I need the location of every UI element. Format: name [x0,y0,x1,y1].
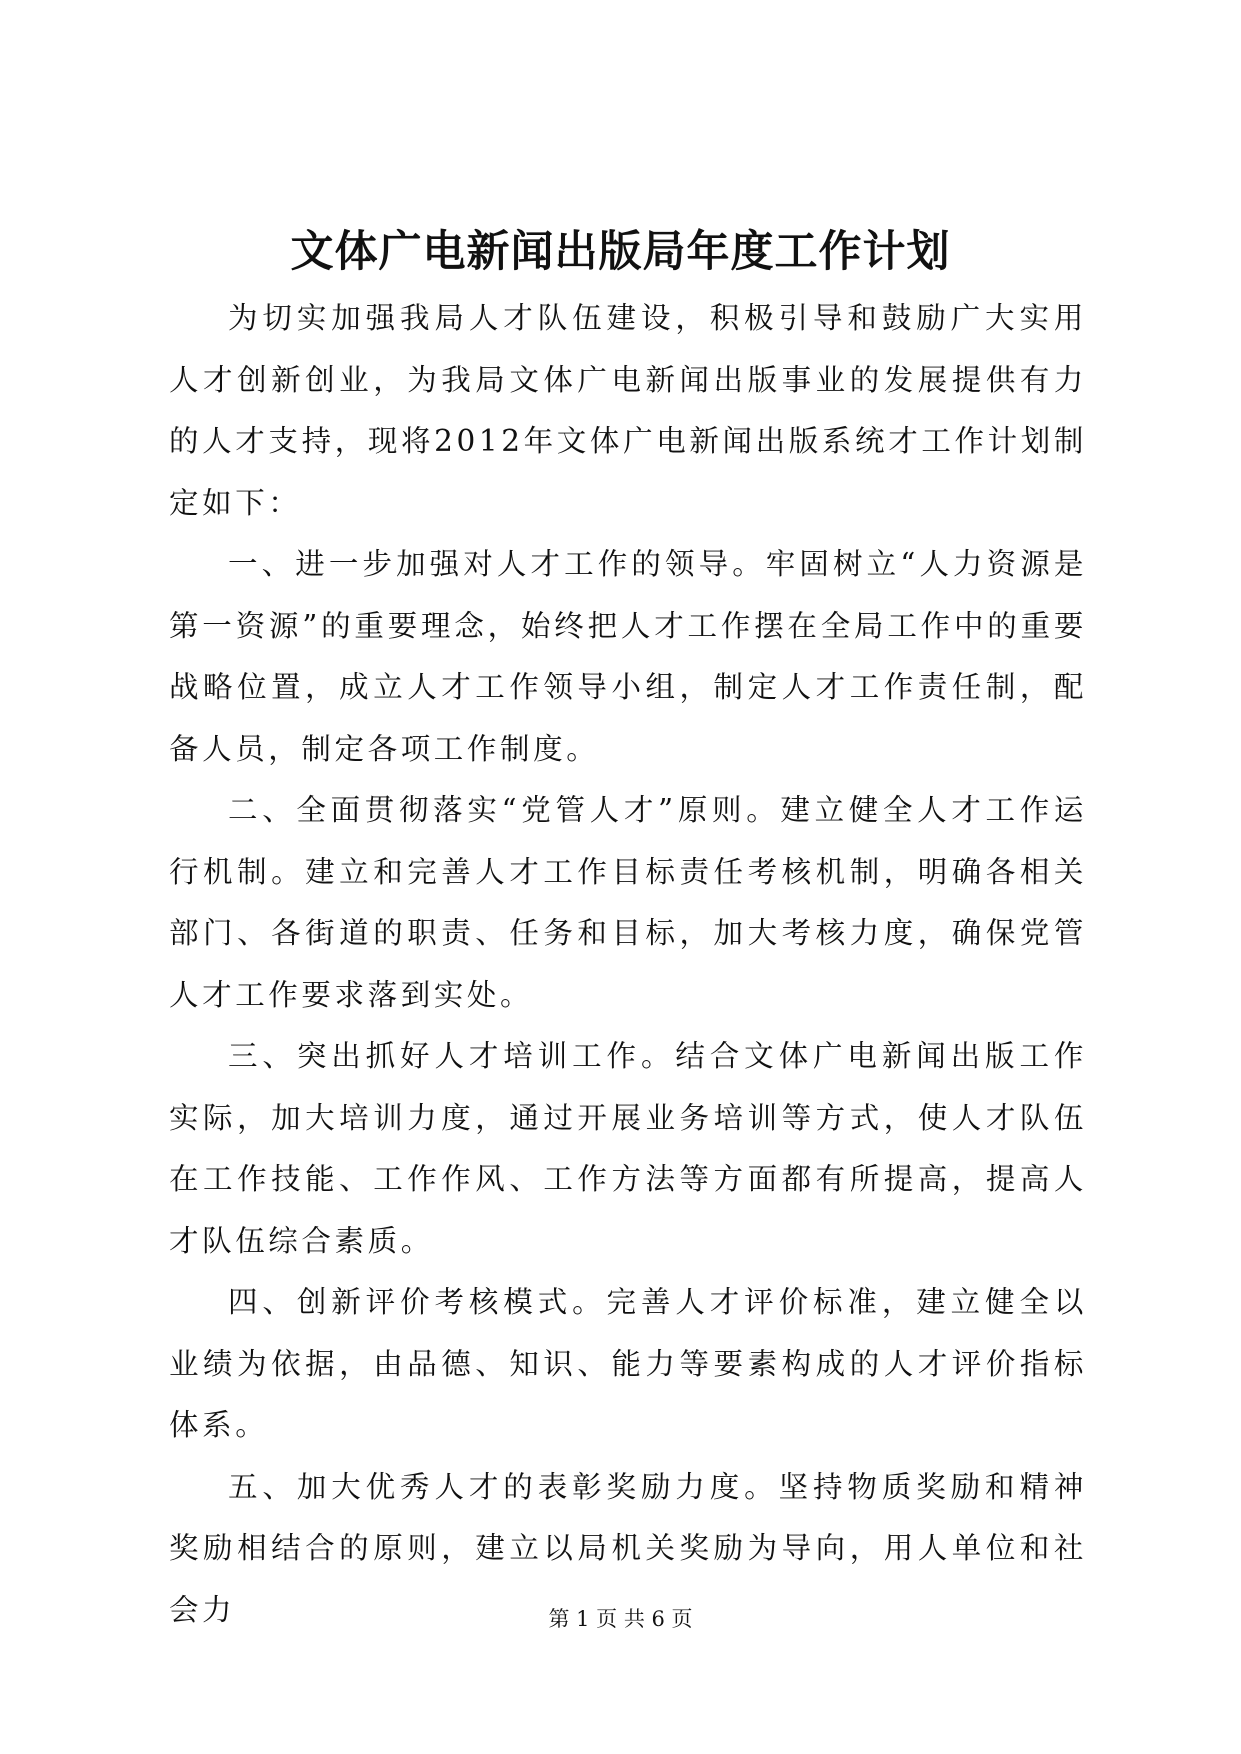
intro-paragraph: 为切实加强我局人才队伍建设，积极引导和鼓励广大实用人才创新创业，为我局文体广电新闻出版事业的发展提供有力的人才支持，现将2012年文体广电新闻出版系统才工作计划制定如下： [169,301,1087,520]
section-2-paragraph: 二、全面贯彻落实“党管人才”原则。建立健全人才工作运行机制。建立和完善人才工作目标责任考核机制，明确各相关部门、各街道的职责、任务和目标，加大考核力度，确保党管人才工作要求落到实处。 [169,793,1087,1012]
document-body [169,288,1087,1641]
section-5-paragraph: 五、加大优秀人才的表彰奖励力度。坚持物质奖励和精神奖励相结合的原则，建立以局机关奖励为导向，用人单位和社会力 [169,1469,1087,1627]
section-1-paragraph: 一、进一步加强对人才工作的领导。牢固树立“人力资源是第一资源”的重要理念，始终把人才工作摆在全局工作中的重要战略位置，成立人才工作领导小组，制定人才工作责任制，配备人员，制定各项工作制度。 [169,547,1087,766]
section-3-paragraph: 三、突出抓好人才培训工作。结合文体广电新闻出版工作实际，加大培训力度，通过开展业务培训等方式，使人才队伍在工作技能、工作作风、工作方法等方面都有所提高，提高人才队伍综合素质。 [169,1039,1087,1258]
section-4-paragraph: 四、创新评价考核模式。完善人才评价标准，建立健全以业绩为依据，由品德、知识、能力等要素构成的人才评价指标体系。 [169,1285,1087,1442]
page-number-footer: 第 1 页 共 6 页 [548,1607,693,1631]
document-title: 文体广电新闻出版局年度工作计划 [290,227,951,277]
